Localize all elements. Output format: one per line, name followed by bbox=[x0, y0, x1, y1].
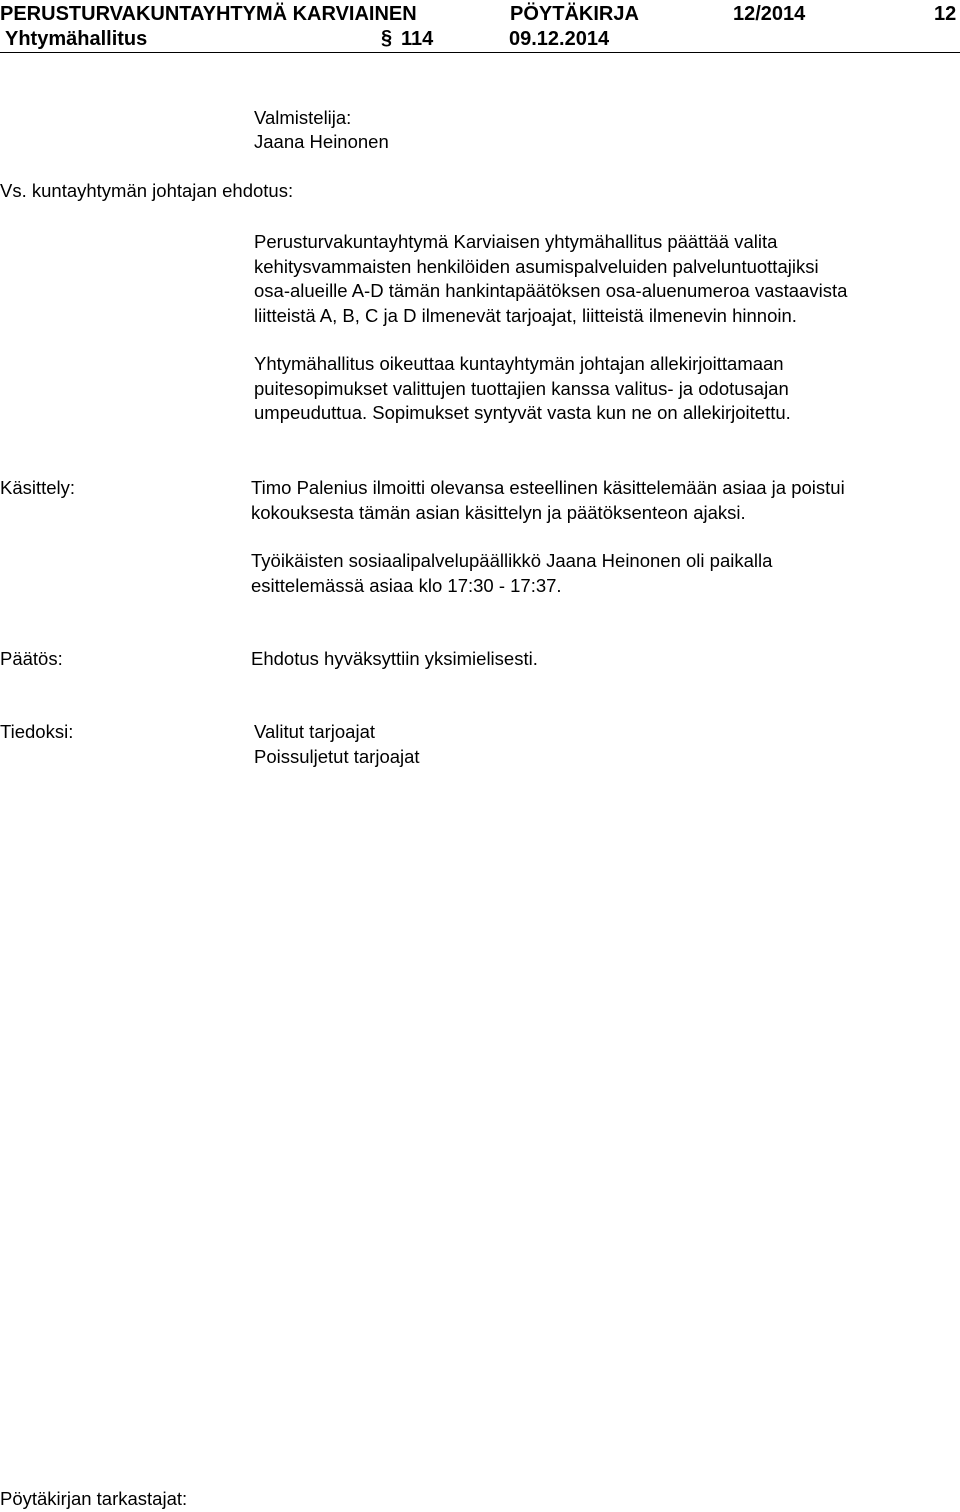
presenter-line: esittelemässä asiaa klo 17:30 - 17:37. bbox=[251, 574, 562, 596]
notification-list bbox=[254, 720, 420, 769]
meeting-date: 09.12.2014 bbox=[509, 28, 610, 50]
decision-label: Päätös: bbox=[0, 648, 63, 669]
proposal-line: liitteistä A, B, C ja D ilmenevät tarjoajat, liitteistä ilmenevin hinnoin. bbox=[254, 304, 797, 326]
proposal-line: kehitysvammaisten henkilöiden asumispalveluiden palveluntuottajiksi bbox=[254, 255, 819, 277]
handling-line: kokouksesta tämän asian käsittelyn ja päätöksenteon ajaksi. bbox=[251, 501, 746, 523]
proposal-label: Vs. kuntayhtymän johtajan ehdotus: bbox=[0, 180, 294, 201]
preparer-label: Valmistelija: bbox=[254, 107, 352, 128]
handling-label: Käsittely: bbox=[0, 477, 76, 498]
handling-line: Timo Palenius ilmoitti olevansa esteellinen käsittelemään asiaa ja poistui bbox=[251, 477, 845, 498]
notification-label: Tiedoksi: bbox=[0, 721, 74, 742]
authorization-line: puitesopimukset valittujen tuottajien kanssa valitus- ja odotusajan bbox=[254, 377, 789, 399]
decision-text: Ehdotus hyväksyttiin yksimielisesti. bbox=[251, 648, 538, 669]
header-divider bbox=[0, 52, 960, 53]
authorization-line: Yhtymähallitus oikeuttaa kuntayhtymän johtajan allekirjoittamaan bbox=[254, 353, 784, 374]
document-number: 12/2014 bbox=[733, 3, 806, 25]
section-sign: § bbox=[381, 27, 393, 49]
proposal-line: osa-alueille A-D tämän hankintapäätöksen osa-aluenumeroa vastaavista bbox=[254, 280, 848, 301]
presenter-paragraph bbox=[251, 549, 772, 598]
governing-body: Yhtymähallitus bbox=[5, 28, 148, 50]
notification-item: Poissuljetut tarjoajat bbox=[254, 745, 420, 767]
organization-name: PERUSTURVAKUNTAYHTYMÄ KARVIAINEN bbox=[0, 3, 417, 25]
notification-item: Valitut tarjoajat bbox=[254, 721, 375, 742]
page-number: 12 bbox=[934, 3, 957, 25]
document-type: PÖYTÄKIRJA bbox=[510, 3, 639, 25]
preparer-name: Jaana Heinonen bbox=[254, 131, 389, 152]
authorization-paragraph bbox=[254, 352, 791, 426]
handling-paragraph bbox=[251, 476, 845, 525]
presenter-line: Työikäisten sosiaalipalvelupäällikkö Jaana Heinonen oli paikalla bbox=[251, 550, 773, 571]
section-number: 114 bbox=[401, 28, 434, 50]
proposal-line: Perusturvakuntayhtymä Karviaisen yhtymähallitus päättää valita bbox=[254, 231, 778, 252]
proposal-paragraph bbox=[254, 230, 847, 328]
authorization-line: umpeuduttua. Sopimukset syntyvät vasta kun ne on allekirjoitettu. bbox=[254, 402, 791, 423]
minutes-reviewers-label: Pöytäkirjan tarkastajat: bbox=[0, 1488, 188, 1509]
